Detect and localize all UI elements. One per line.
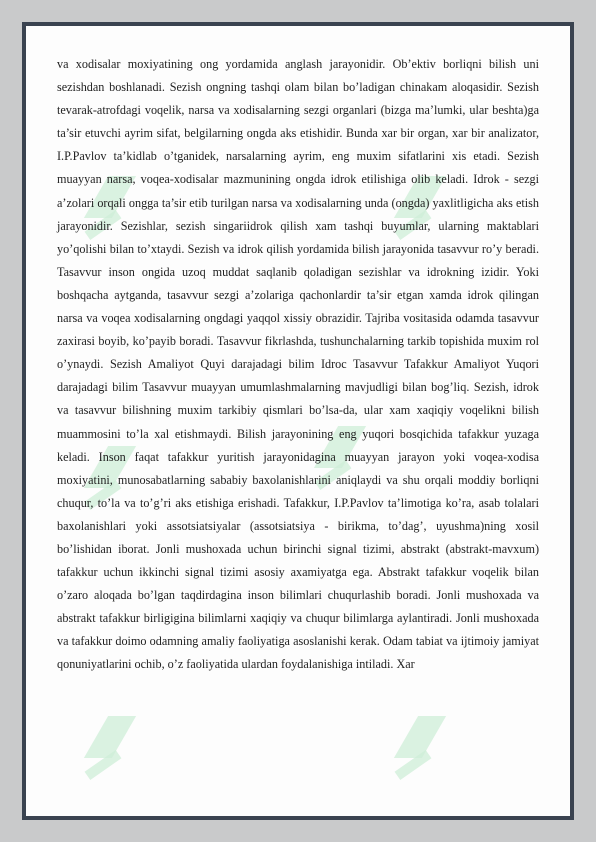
document-page bbox=[22, 22, 574, 820]
body-paragraph: va xodisalar moxiyatining ong yordamida anglash jarayonidir. Ob’ektiv borliqni bilish uni sezishdan boshlanadi. Sezish ongning tashqi olam bilan bo’ladigan chinakam aloqasidir. Sezish tevarak-atrofdagi voqelik, narsa va xodisalarning sezgi organlari (bizga ma’lumki, ular beshta)ga ta’sir etuvchi ayrim sifat, belgilarning ongda aks etishidir. Bunda xar bir organ, xar bir analizator, I.P.Pavlov ta’kidlab o’tganidek, narsalarning ayrim, eng muxim sifatlarini xis etadi. Sezish muayyan narsa, voqea-xodisalar mazmunining ongda idrok etilishiga olib keladi. Idrok - sezgi a’zolari orqali ongga ta’sir etib turilgan narsa va xodisalarning unda (ongda) yaxlitligicha aks etish jarayonidir. Sezishlar, sezish singariidrok qilish xam tashqi buyumlar, ularning maktablari yo’qolishi bilan to’xtaydi. Sezish va idrok qilish yordamida bilish jarayonida tasavvur ro’y beradi. Tasavvur inson ongida uzoq muddat saqlanib qoladigan sezishlar va idrokning izidir. Yoki boshqacha aytganda, tasavvur sezgi a’zolariga qachonlardir ta’sir etgan xamda idrok qilingan narsa va voqea xodisalarning ongdagi yaqqol xissiy obrazidir. Tajriba vositasida odamda tasavvur zaxirasi boyib, ko’payib boradi. Tasavvur fikrlashda, tushunchalarning tarkib topishida muxim rol o’ynaydi. Sezish Amaliyot Quyi darajadagi bilim Idroc Tasavvur Tafakkur Amaliyot Yuqori darajadagi bilim Tasavvur muayyan umumlashmalarning mavjudligi bilan bog’liq. Sezish, idrok va tasavvur bilishning muxim tarkibiy qismlari bo’lsa-da, ular xam xaqiqiy voqelikni bilish muammosini to’la xal etishmaydi. Bilish jarayonining eng yuqori bosqichida tafakkur yuzaga keladi. Inson faqat tafakkur yuritish jarayonidagina muayyan jarayon yoki voqea-xodisa moxiyatini, munosabatlarning sababiy baxolanishlarini aniqlaydi va shu orqali moddiy borliqni chuqur, to’la va to’g’ri aks etishiga erishadi. Tafakkur, I.P.Pavlov ta’limotiga ko’ra, asab tolalari baxolanishlari yoki assotsiatsiyalar (assotsiatsiya - birikma, to’dag’, uyushma)ning xosil bo’lishidan iborat. Jonli mushoxada uchun birinchi signal tizimi, abstrakt (abstrakt-mavxum) tafakkur uchun ikkinchi signal tizimi asosiy axamiyatga ega. Abstrakt tafakkur voqelik bilan o’zaro aloqada bo’lgan taqdirdagina inson bilimlari chuqurlashib boradi. Jonli mushoxada va abstrakt tafakkur birligigina bilimlarni xaqiqiy va chuqur bilimlarga aylantiradi. Jonli mushoxada va tafakkur doimo odamning amaliy faoliyatiga asoslanishi kerak. Odam tabiat va ijtimoiy jamiyat qonuniyatlarini ochib, o’z faoliyatida ulardan foydalanishiga intiladi. Xar bbox=[57, 57, 539, 672]
